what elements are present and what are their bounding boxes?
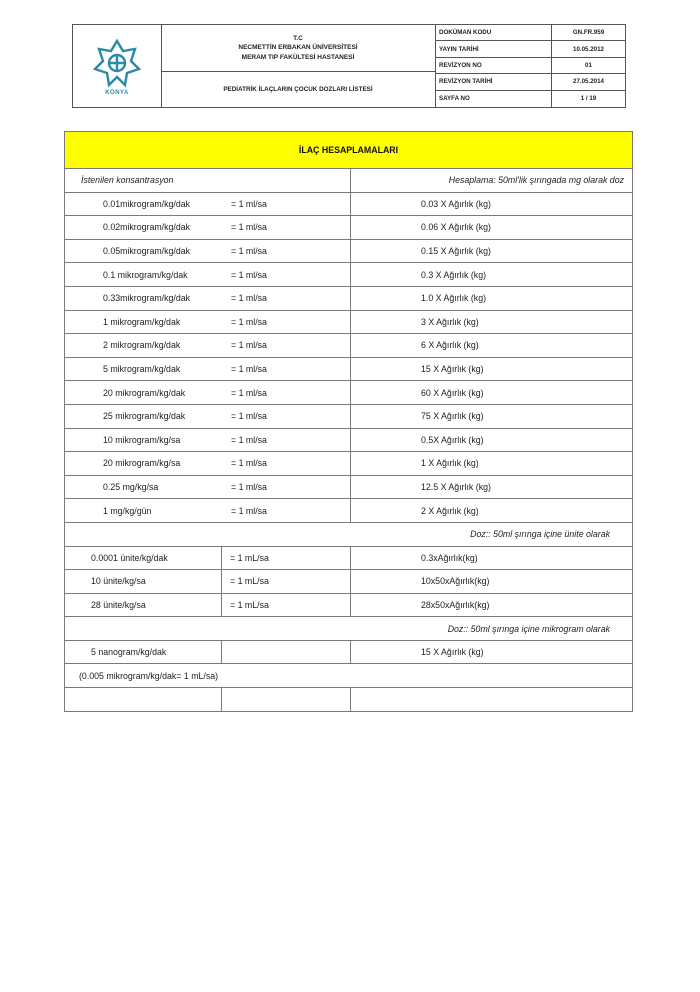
concentration-cell: 0.0001 ünite/kg/dak: [65, 546, 222, 570]
meta-label: REVİZYON NO: [435, 58, 552, 73]
concentration-cell: [65, 334, 351, 358]
institution-name: [161, 25, 435, 72]
concentration-value: 10 mikrogram/kg/sa: [103, 434, 181, 445]
concentration-cell: [65, 381, 351, 405]
table-row: [65, 499, 633, 523]
concentration-value: 0.01mikrogram/kg/dak: [103, 198, 191, 209]
rate-value: = 1 ml/sa: [231, 340, 267, 351]
table-row: [65, 452, 633, 476]
concentration-value: 0.05mikrogram/kg/dak: [103, 246, 191, 257]
rate-value: = 1 ml/sa: [231, 269, 267, 280]
calculation-cell: 15 X Ağırlık (kg): [351, 640, 633, 664]
meta-row-revision-date: [435, 74, 625, 90]
rate-cell: = 1 mL/sa: [222, 546, 351, 570]
concentration-cell: [65, 310, 351, 334]
concentration-cell: 10 ünite/kg/sa: [65, 570, 222, 594]
rate-value: = 1 ml/sa: [231, 198, 267, 209]
table-row: [65, 239, 633, 263]
rate-value: = 1 ml/sa: [231, 222, 267, 233]
table-row: [65, 428, 633, 452]
concentration-cell: [65, 357, 351, 381]
logo-text: KONYA: [105, 89, 129, 96]
concentration-cell: [65, 499, 351, 523]
meta-row-revision-no: [435, 58, 625, 74]
concentration-value: 5 mikrogram/kg/dak: [103, 364, 181, 375]
table-title: İLAÇ HESAPLAMALARI: [65, 132, 633, 169]
table-row: [65, 593, 633, 617]
drug-calculation-table: [64, 131, 633, 712]
calculation-cell: 0.3xAğırlık(kg): [351, 546, 633, 570]
note-row: [65, 617, 633, 641]
calculation-cell: 0.15 X Ağırlık (kg): [351, 239, 633, 263]
concentration-value: 0.25 mg/kg/sa: [103, 482, 159, 493]
meta-row-code: [435, 25, 625, 41]
table-row: [65, 192, 633, 216]
note-row: [65, 522, 633, 546]
calculation-cell: 1.0 X Ağırlık (kg): [351, 286, 633, 310]
concentration-cell: [65, 428, 351, 452]
footnote: (0.005 mikrogram/kg/dak= 1 mL/sa): [65, 664, 633, 688]
rate-cell: [222, 640, 351, 664]
calculation-cell: 2 X Ağırlık (kg): [351, 499, 633, 523]
calculation-cell: 28x50xAğırlık(kg): [351, 593, 633, 617]
meta-value: GN.FR.959: [572, 29, 605, 37]
meta-label: SAYFA NO: [435, 91, 552, 107]
concentration-cell: [65, 192, 351, 216]
university-logo-icon: [91, 37, 143, 89]
concentration-value: 20 mikrogram/kg/dak: [103, 387, 186, 398]
concentration-value: 25 mikrogram/kg/dak: [103, 411, 186, 422]
institution-line-3: MERAM TIP FAKÜLTESİ HASTANESİ: [241, 53, 355, 61]
rate-value: = 1 ml/sa: [231, 411, 267, 422]
header-middle: [161, 25, 436, 107]
table-row: [65, 334, 633, 358]
meta-label: YAYIN TARİHİ: [435, 41, 552, 56]
table-row: [65, 640, 633, 664]
table-row: [65, 546, 633, 570]
concentration-cell: 28 ünite/kg/sa: [65, 593, 222, 617]
table-row: [65, 570, 633, 594]
header-concentration: İstenilen konsantrasyon: [65, 169, 351, 193]
calculation-cell: 10x50xAğırlık(kg): [351, 570, 633, 594]
calculation-cell: 12.5 X Ağırlık (kg): [351, 475, 633, 499]
logo-cell: [73, 25, 162, 107]
rate-cell: = 1 mL/sa: [222, 593, 351, 617]
concentration-cell: [65, 404, 351, 428]
table-row: [65, 216, 633, 240]
table-row: [65, 475, 633, 499]
rate-value: = 1 ml/sa: [231, 364, 267, 375]
footnote-row: [65, 664, 633, 688]
meta-value: 01: [585, 61, 592, 69]
calculation-cell: 0.5X Ağırlık (kg): [351, 428, 633, 452]
table-row: [65, 357, 633, 381]
table-row: [65, 404, 633, 428]
meta-row-page-no: [435, 91, 625, 107]
meta-row-publish-date: [435, 41, 625, 57]
concentration-cell: [65, 263, 351, 287]
concentration-value: 1 mikrogram/kg/dak: [103, 316, 181, 327]
institution-line-2: NECMETTİN ERBAKAN ÜNİVERSİTESİ: [238, 44, 358, 52]
table-row: [65, 263, 633, 287]
concentration-value: 1 mg/kg/gün: [103, 505, 152, 516]
concentration-value: 0.33mikrogram/kg/dak: [103, 293, 191, 304]
concentration-value: 0.1 mikrogram/kg/dak: [103, 269, 188, 280]
header-calculation: Hesaplama: 50ml'lik şırıngada mg olarak doz: [351, 169, 633, 193]
concentration-cell: [65, 286, 351, 310]
unit-note: Doz:: 50ml şırınga içine ünite olarak: [65, 522, 633, 546]
rate-value: = 1 ml/sa: [231, 316, 267, 327]
calculation-cell: 0.3 X Ağırlık (kg): [351, 263, 633, 287]
empty-cell: [351, 688, 633, 712]
meta-value: 27.05.2014: [573, 78, 604, 86]
concentration-cell: [65, 452, 351, 476]
calculation-cell: 0.03 X Ağırlık (kg): [351, 192, 633, 216]
rate-value: = 1 ml/sa: [231, 387, 267, 398]
concentration-cell: 5 nanogram/kg/dak: [65, 640, 222, 664]
calculation-cell: 3 X Ağırlık (kg): [351, 310, 633, 334]
empty-cell: [222, 688, 351, 712]
calculation-cell: 0.06 X Ağırlık (kg): [351, 216, 633, 240]
concentration-value: 20 mikrogram/kg/sa: [103, 458, 181, 469]
calculation-cell: 6 X Ağırlık (kg): [351, 334, 633, 358]
empty-cell: [65, 688, 222, 712]
calculation-cell: 1 X Ağırlık (kg): [351, 452, 633, 476]
concentration-value: 0.02mikrogram/kg/dak: [103, 222, 191, 233]
document-meta: [435, 25, 625, 107]
rate-value: = 1 ml/sa: [231, 293, 267, 304]
calculation-cell: 60 X Ağırlık (kg): [351, 381, 633, 405]
concentration-value: 2 mikrogram/kg/dak: [103, 340, 181, 351]
meta-value: 10.05.2012: [573, 45, 604, 53]
empty-row: [65, 688, 633, 712]
microgram-note: Doz:: 50ml şırınga içine mikrogram olarak: [65, 617, 633, 641]
institution-line-1: T.C: [293, 34, 303, 42]
rate-value: = 1 ml/sa: [231, 482, 267, 493]
header-row: [65, 169, 633, 193]
title-row: [65, 132, 633, 169]
concentration-cell: [65, 475, 351, 499]
meta-label: DOKÜMAN KODU: [435, 25, 552, 40]
rate-value: = 1 ml/sa: [231, 434, 267, 445]
calculation-cell: 15 X Ağırlık (kg): [351, 357, 633, 381]
rate-value: = 1 ml/sa: [231, 505, 267, 516]
rate-value: = 1 ml/sa: [231, 458, 267, 469]
table-row: [65, 381, 633, 405]
calculation-cell: 75 X Ağırlık (kg): [351, 404, 633, 428]
rate-cell: = 1 mL/sa: [222, 570, 351, 594]
rate-value: = 1 ml/sa: [231, 246, 267, 257]
document-title: PEDİATRİK İLAÇLARIN ÇOCUK DOZLARI LİSTESİ: [223, 86, 373, 93]
meta-value: 1 / 19: [580, 95, 597, 103]
document-header: [72, 24, 626, 108]
concentration-cell: [65, 239, 351, 263]
concentration-cell: [65, 216, 351, 240]
meta-label: REVİZYON TARİHİ: [435, 74, 552, 89]
table-row: [65, 310, 633, 334]
table-row: [65, 286, 633, 310]
